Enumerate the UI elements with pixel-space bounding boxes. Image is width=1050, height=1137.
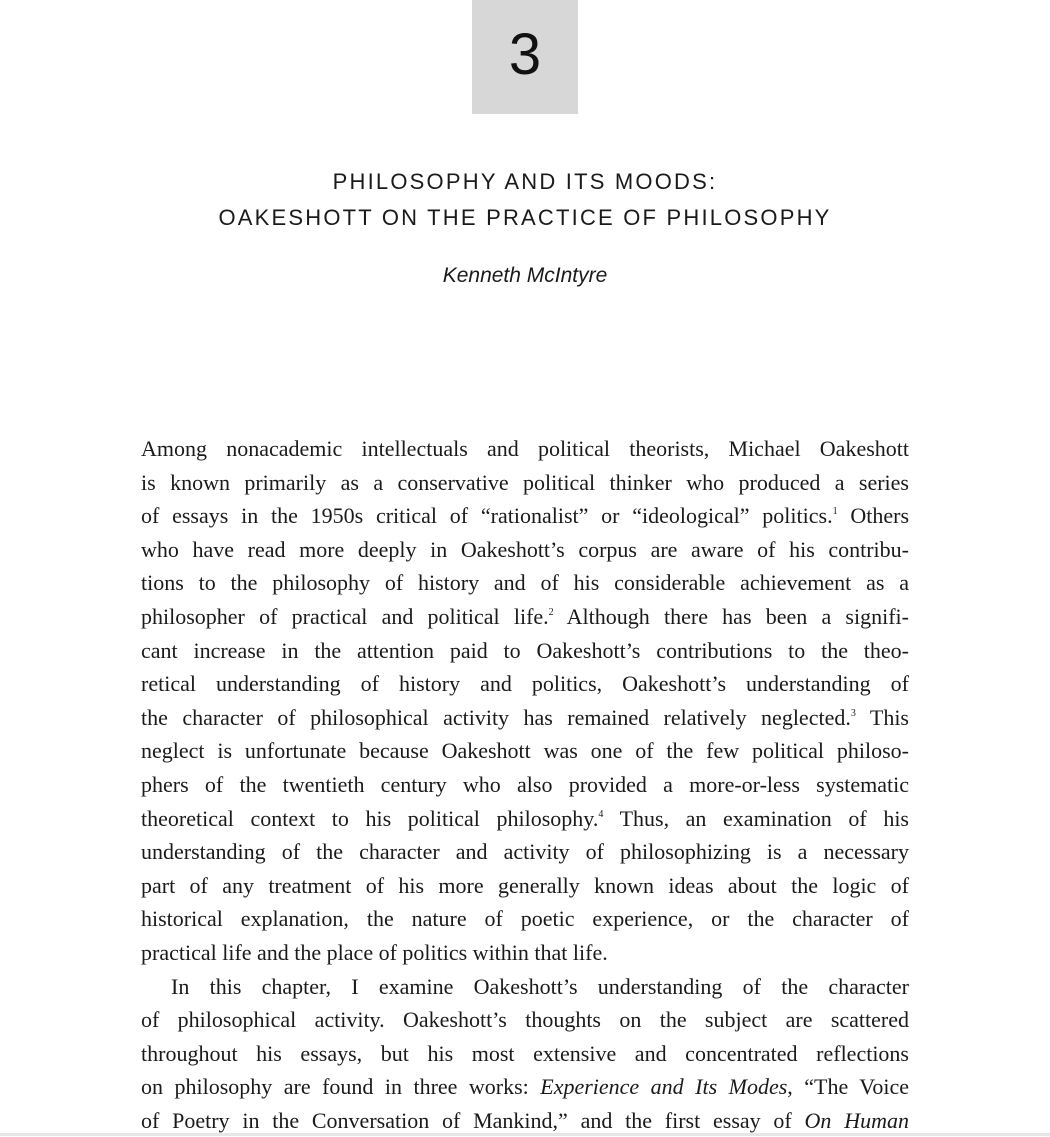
book-title-on-human-conduct: On Human xyxy=(805,1108,909,1133)
text-line: cant increase in the attention paid to Oakeshott’s contributions to the theo- xyxy=(141,634,909,668)
text-segment: of essays in the 1950s critical of “rationalist” or “ideological” politics. xyxy=(141,503,833,528)
text-line: tions to the philosophy of history and of his considerable achievement as a xyxy=(141,566,909,600)
chapter-body xyxy=(141,432,909,1137)
text-segment: philosopher of practical and political life. xyxy=(141,604,549,629)
text-line: understanding of the character and activity of philosophizing is a necessary xyxy=(141,835,909,869)
text-line: historical explanation, the nature of poetic experience, or the character of xyxy=(141,902,909,936)
text-segment: Although there has been a signifi- xyxy=(554,604,909,629)
text-segment: on philosophy are found in three works: xyxy=(141,1074,540,1099)
text-segment: , “The Voice xyxy=(787,1074,909,1099)
text-segment: theoretical context to his political philosophy. xyxy=(141,806,598,831)
text-line: practical life and the place of politics within that life. xyxy=(141,936,909,970)
footnote-ref-1[interactable]: 1 xyxy=(833,506,838,517)
text-line: part of any treatment of his more generally known ideas about the logic of xyxy=(141,869,909,903)
text-line: of philosophical activity. Oakeshott’s thoughts on the subject are scattered xyxy=(141,1003,909,1037)
text-line: phers of the twentieth century who also provided a more-or-less systematic xyxy=(141,768,909,802)
text-line: neglect is unfortunate because Oakeshott was one of the few political philoso- xyxy=(141,734,909,768)
text-line xyxy=(141,1070,909,1104)
text-segment: Thus, an examination of his xyxy=(603,806,909,831)
paragraph-1 xyxy=(141,432,909,970)
text-segment: of Poetry in the Conversation of Mankind,” and the first essay of xyxy=(141,1108,805,1133)
chapter-number-box xyxy=(472,0,578,114)
text-segment: This xyxy=(856,705,909,730)
footnote-ref-3[interactable]: 3 xyxy=(851,708,856,719)
text-line: retical understanding of history and politics, Oakeshott’s understanding of xyxy=(141,667,909,701)
author-name: Kenneth McIntyre xyxy=(0,264,1050,288)
text-line xyxy=(141,802,909,836)
chapter-number: 3 xyxy=(509,26,541,84)
text-line: In this chapter, I examine Oakeshott’s understanding of the character xyxy=(141,970,909,1004)
text-segment: Others xyxy=(838,503,909,528)
text-line xyxy=(141,701,909,735)
paragraph-2 xyxy=(141,970,909,1137)
chapter-title xyxy=(0,164,1050,236)
text-line xyxy=(141,600,909,634)
text-line: throughout his essays, but his most extensive and concentrated reflections xyxy=(141,1037,909,1071)
book-title-experience-and-its-modes: Experience and Its Modes xyxy=(540,1074,787,1099)
text-line: is known primarily as a conservative political thinker who produced a series xyxy=(141,466,909,500)
chapter-title-line-1: PHILOSOPHY AND ITS MOODS: xyxy=(0,164,1050,200)
text-line: who have read more deeply in Oakeshott’s corpus are aware of his contribu- xyxy=(141,533,909,567)
text-line xyxy=(141,499,909,533)
footnote-ref-2[interactable]: 2 xyxy=(549,607,554,618)
chapter-title-line-2: OAKESHOTT ON THE PRACTICE OF PHILOSOPHY xyxy=(0,200,1050,236)
text-line: Among nonacademic intellectuals and political theorists, Michael Oakeshott xyxy=(141,432,909,466)
text-segment: the character of philosophical activity has remained relatively neglected. xyxy=(141,705,851,730)
footnote-ref-4[interactable]: 4 xyxy=(598,809,603,820)
